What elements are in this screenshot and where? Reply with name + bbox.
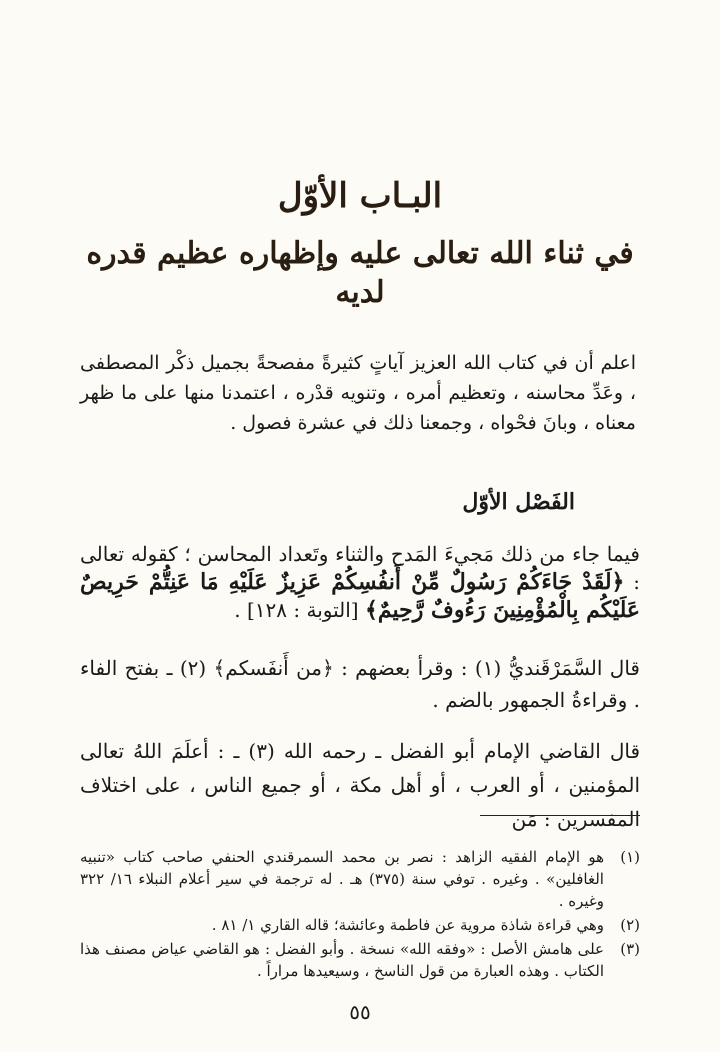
footnote-number: (١) — [620, 848, 640, 866]
body-paragraph-2 — [80, 652, 640, 716]
paragraph-text: قال السَّمَرْقَنديُّ (١) : وقرأ بعضهم : ﴿من أَنفَسكم﴾ (٢) ـ بفتح الفاء . وقراءةُ الجمهور بالضم . — [80, 656, 640, 712]
quran-verse: ﴿لَقَدْ جَاءَكُمْ رَسُولٌ مِّنْ أَنفُسِكُمْ عَزِيزٌ عَلَيْهِ مَا عَنِتُّمْ حَرِيصٌ عَلَيْكُم بِالْمُؤْمِنِينَ رَءُوفٌ رَّحِيمٌ﴾ — [80, 569, 640, 623]
footnote-1 — [80, 846, 640, 912]
footnote-2 — [80, 914, 640, 936]
footnote-text: وهي قراءة شاذة مروية عن فاطمة وعائشة؛ قاله القاري ١/ ٨١ . — [211, 916, 604, 934]
intro-paragraph — [80, 348, 636, 438]
chapter-subtitle: في ثناء الله تعالى عليه وإظهاره عظيم قدره لديه — [86, 236, 634, 310]
footnote-number: (٢) — [620, 916, 640, 934]
body-paragraph-3 — [80, 734, 640, 836]
footnotes — [80, 846, 640, 984]
intro-text: اعلم أن في كتاب الله العزيز آياتٍ كثيرةً مفصحةً بجميل ذكْر المصطفى ، وعَدِّ محاسنه ، وتعظيم أمره ، وتنويه قدْره ، اعتمدنا منها على ما ظهر معناه ، وبانَ فحْواه ، وجمعنا ذلك في عشرة فصول . — [80, 352, 636, 434]
footnote-number: (٣) — [620, 940, 640, 958]
page-number: ٥٥ — [349, 1000, 371, 1024]
footnote-divider — [480, 815, 640, 816]
body-paragraph-1 — [80, 540, 640, 624]
footnote-3 — [80, 938, 640, 982]
paragraph-text: فيما جاء من ذلك مَجيءَ المَدح والثناء وتَعداد المحاسن ؛ كقوله تعالى : — [80, 542, 641, 594]
paragraph-text: قال القاضي الإمام أبو الفضل ـ رحمه الله (٣) ـ : أعلَمَ اللهُ تعالى المؤمنين ، أو العرب ، أو أهل مكة ، أو جميع الناس ، على اختلاف المفسرين : مَن — [80, 739, 640, 831]
footnote-text: هو الإمام الفقيه الزاهد : نصر بن محمد السمرقندي الحنفي صاحب كتاب «تنبيه الغافلين» . وغيره . توفي سنة (٣٧٥) هـ . له ترجمة في سير أعلام النبلاء ١٦/ ٣٢٢ وغيره . — [80, 848, 604, 910]
section-title: الفَصْل الأوّل — [462, 489, 575, 515]
chapter-title: البـاب الأوّل — [277, 176, 443, 216]
footnote-text: على هامش الأصل : «وفقه الله» نسخة . وأبو الفضل : هو القاضي عياض مصنف هذا الكتاب . وهذه العبارة من قول الناسخ ، وسيعيدها مراراً . — [80, 940, 604, 980]
verse-reference: [التوبة : ١٢٨] . — [234, 598, 359, 622]
